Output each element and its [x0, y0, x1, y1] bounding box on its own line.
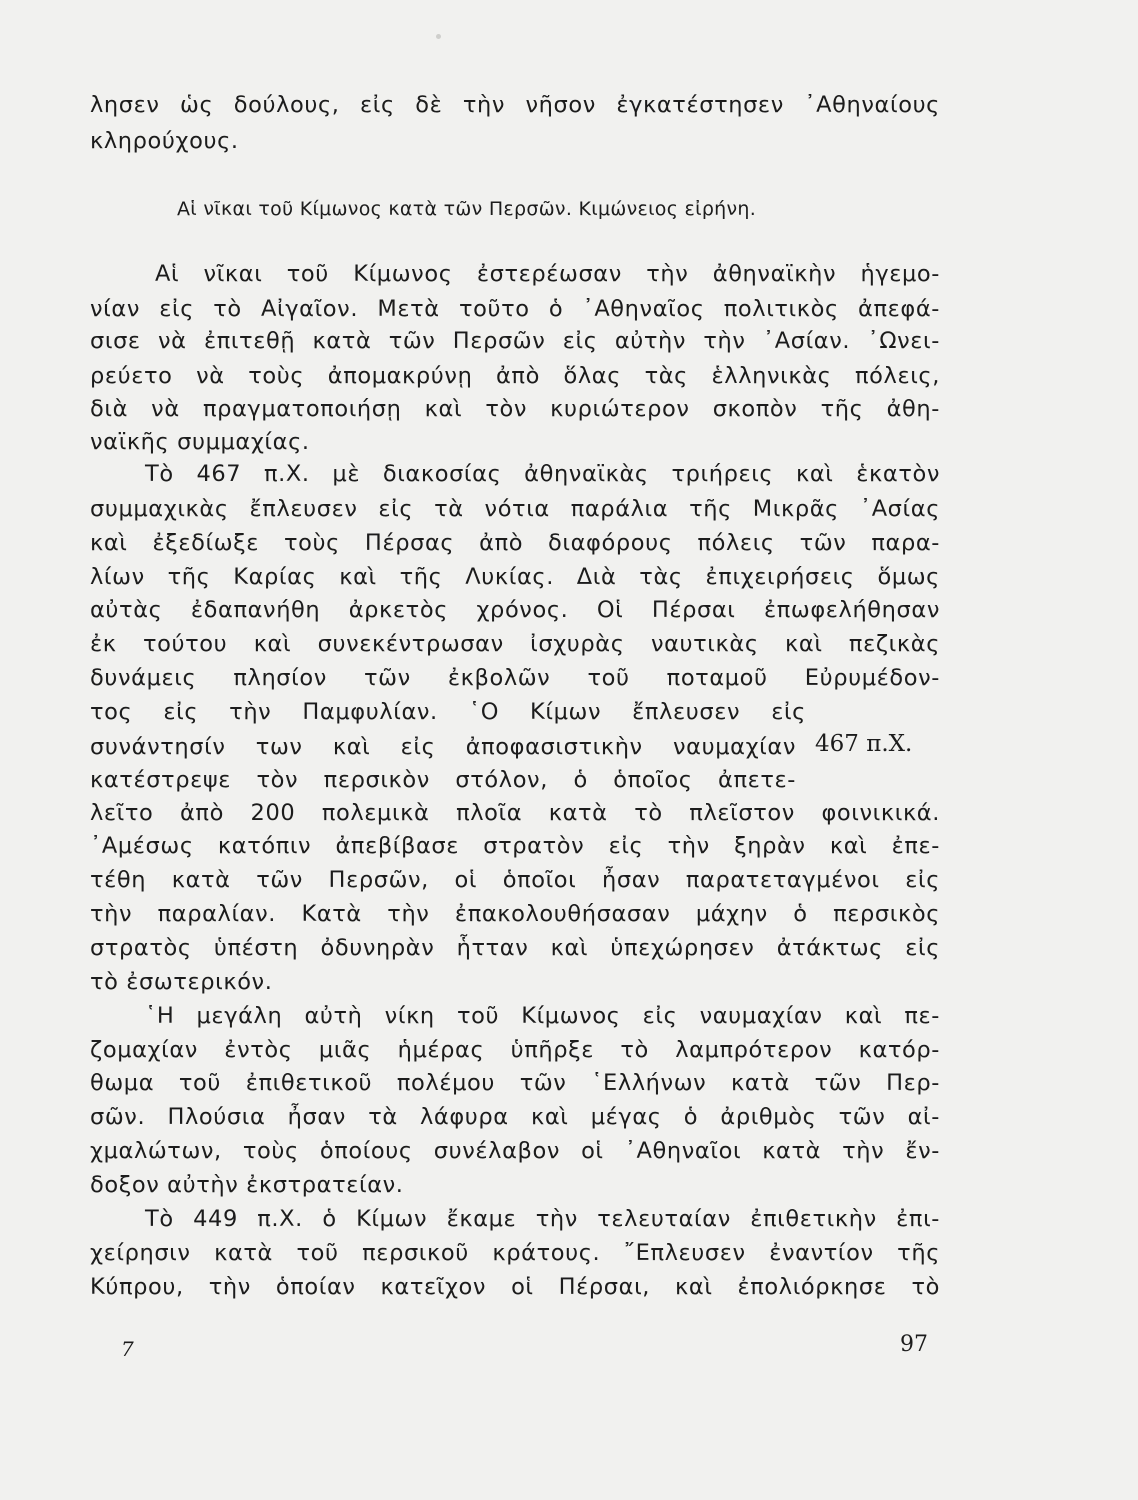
text-line: ναϊκῆς συμμαχίας.: [90, 429, 310, 455]
text-line: δυνάμεις πλησίον τῶν ἐκβολῶν τοῦ ποταμοῦ Εὐρυμέδον-: [90, 665, 940, 691]
text-line: ρεύετο νὰ τοὺς ἀπομακρύνῃ ἀπὸ ὅλας τὰς ἑλληνικὰς πόλεις,: [90, 363, 940, 389]
text-line: τὸ ἐσωτερικόν.: [90, 969, 273, 995]
text-line: συνάντησίν των καὶ εἰς ἀποφασιστικὴν ναυμαχίαν: [90, 734, 796, 760]
text-line: νίαν εἰς τὸ Αἰγαῖον. Μετὰ τοῦτο ὁ ᾿Αθηναῖος πολιτικὸς ἀπεφά-: [90, 296, 940, 322]
text-line: τος εἰς τὴν Παμφυλίαν. ῾Ο Κίμων ἔπλευσεν εἰς: [90, 699, 806, 725]
text-line: Τὸ 449 π.Χ. ὁ Κίμων ἔκαμε τὴν τελευταίαν ἐπιθετικὴν ἐπι-: [145, 1206, 940, 1232]
text-line: Αἱ νῖκαι τοῦ Κίμωνος ἐστερέωσαν τὴν ἀθηναϊκὴν ἡγεμο-: [155, 261, 940, 287]
text-line: τέθη κατὰ τῶν Περσῶν, οἱ ὁποῖοι ἦσαν παρατεταγμένοι εἰς: [90, 867, 940, 893]
text-line: ἐκ τούτου καὶ συνεκέντρωσαν ἰσχυρὰς ναυτικὰς καὶ πεζικὰς: [90, 631, 940, 657]
text-line: ζομαχίαν ἐντὸς μιᾶς ἡμέρας ὑπῆρξε τὸ λαμπρότερον κατόρ-: [90, 1037, 940, 1063]
text-line: στρατὸς ὑπέστη ὀδυνηρὰν ἧτταν καὶ ὑπεχώρησεν ἀτάκτως εἰς: [90, 935, 940, 961]
text-line: ᾿Αμέσως κατόπιν ἀπεβίβασε στρατὸν εἰς τὴν ξηρὰν καὶ ἐπε-: [90, 833, 940, 859]
text-line: λεῖτο ἀπὸ 200 πολεμικὰ πλοῖα κατὰ τὸ πλεῖστον φοινικικά.: [90, 800, 940, 826]
text-line: λησεν ὡς δούλους, εἰς δὲ τὴν νῆσον ἐγκατέστησεν ᾿Αθηναίους: [90, 92, 940, 118]
text-line: θωμα τοῦ ἐπιθετικοῦ πολέμου τῶν ῾Ελλήνων κατὰ τῶν Περ-: [90, 1070, 940, 1096]
text-line: Κύπρου, τὴν ὁποίαν κατεῖχον οἱ Πέρσαι, καὶ ἐπολιόρκησε τὸ: [90, 1274, 940, 1300]
page-number: 97: [900, 1332, 928, 1357]
text-line: Τὸ 467 π.Χ. μὲ διακοσίας ἀθηναϊκὰς τριήρεις καὶ ἑκατὸν: [145, 461, 940, 487]
text-line: δοξον αὐτὴν ἐκστρατείαν.: [90, 1172, 404, 1198]
paper-speck: [436, 34, 441, 39]
section-heading: Αἱ νῖκαι τοῦ Κίμωνος κατὰ τῶν Περσῶν. Κιμώνειος εἰρήνη.: [177, 198, 757, 220]
text-line: σῶν. Πλούσια ἦσαν τὰ λάφυρα καὶ μέγας ὁ ἀριθμὸς τῶν αἰ-: [90, 1104, 940, 1130]
text-line: αὐτὰς ἐδαπανήθη ἀρκετὸς χρόνος. Οἱ Πέρσαι ἐπωφελήθησαν: [90, 597, 940, 623]
text-line: συμμαχικὰς ἔπλευσεν εἰς τὰ νότια παράλια τῆς Μικρᾶς ᾿Ασίας: [90, 496, 940, 522]
signature-mark: 7: [121, 1337, 134, 1361]
text-line: χμαλώτων, τοὺς ὁποίους συνέλαβον οἱ ᾿Αθηναῖοι κατὰ τὴν ἔν-: [90, 1138, 940, 1164]
margin-date-note: 467 π.Χ.: [815, 731, 913, 757]
text-line: καὶ ἐξεδίωξε τοὺς Πέρσας ἀπὸ διαφόρους πόλεις τῶν παρα-: [90, 530, 940, 556]
text-line: κατέστρεψε τὸν περσικὸν στόλον, ὁ ὁποῖος ἀπετε-: [90, 767, 796, 793]
text-line: λίων τῆς Καρίας καὶ τῆς Λυκίας. Διὰ τὰς ἐπιχειρήσεις ὅμως: [90, 564, 940, 590]
text-line: διὰ νὰ πραγματοποιήσῃ καὶ τὸν κυριώτερον σκοπὸν τῆς ἀθη-: [90, 396, 940, 422]
text-line: κληρούχους.: [90, 128, 239, 154]
text-line: χείρησιν κατὰ τοῦ περσικοῦ κράτους. ῎Επλευσεν ἐναντίον τῆς: [90, 1240, 940, 1266]
text-line: τὴν παραλίαν. Κατὰ τὴν ἐπακολουθήσασαν μάχην ὁ περσικὸς: [90, 901, 940, 927]
text-line: σισε νὰ ἐπιτεθῇ κατὰ τῶν Περσῶν εἰς αὐτὴν τὴν ᾿Ασίαν. ᾿Ωνει-: [90, 328, 940, 354]
text-line: ῾Η μεγάλη αὐτὴ νίκη τοῦ Κίμωνος εἰς ναυμαχίαν καὶ πε-: [145, 1003, 940, 1029]
